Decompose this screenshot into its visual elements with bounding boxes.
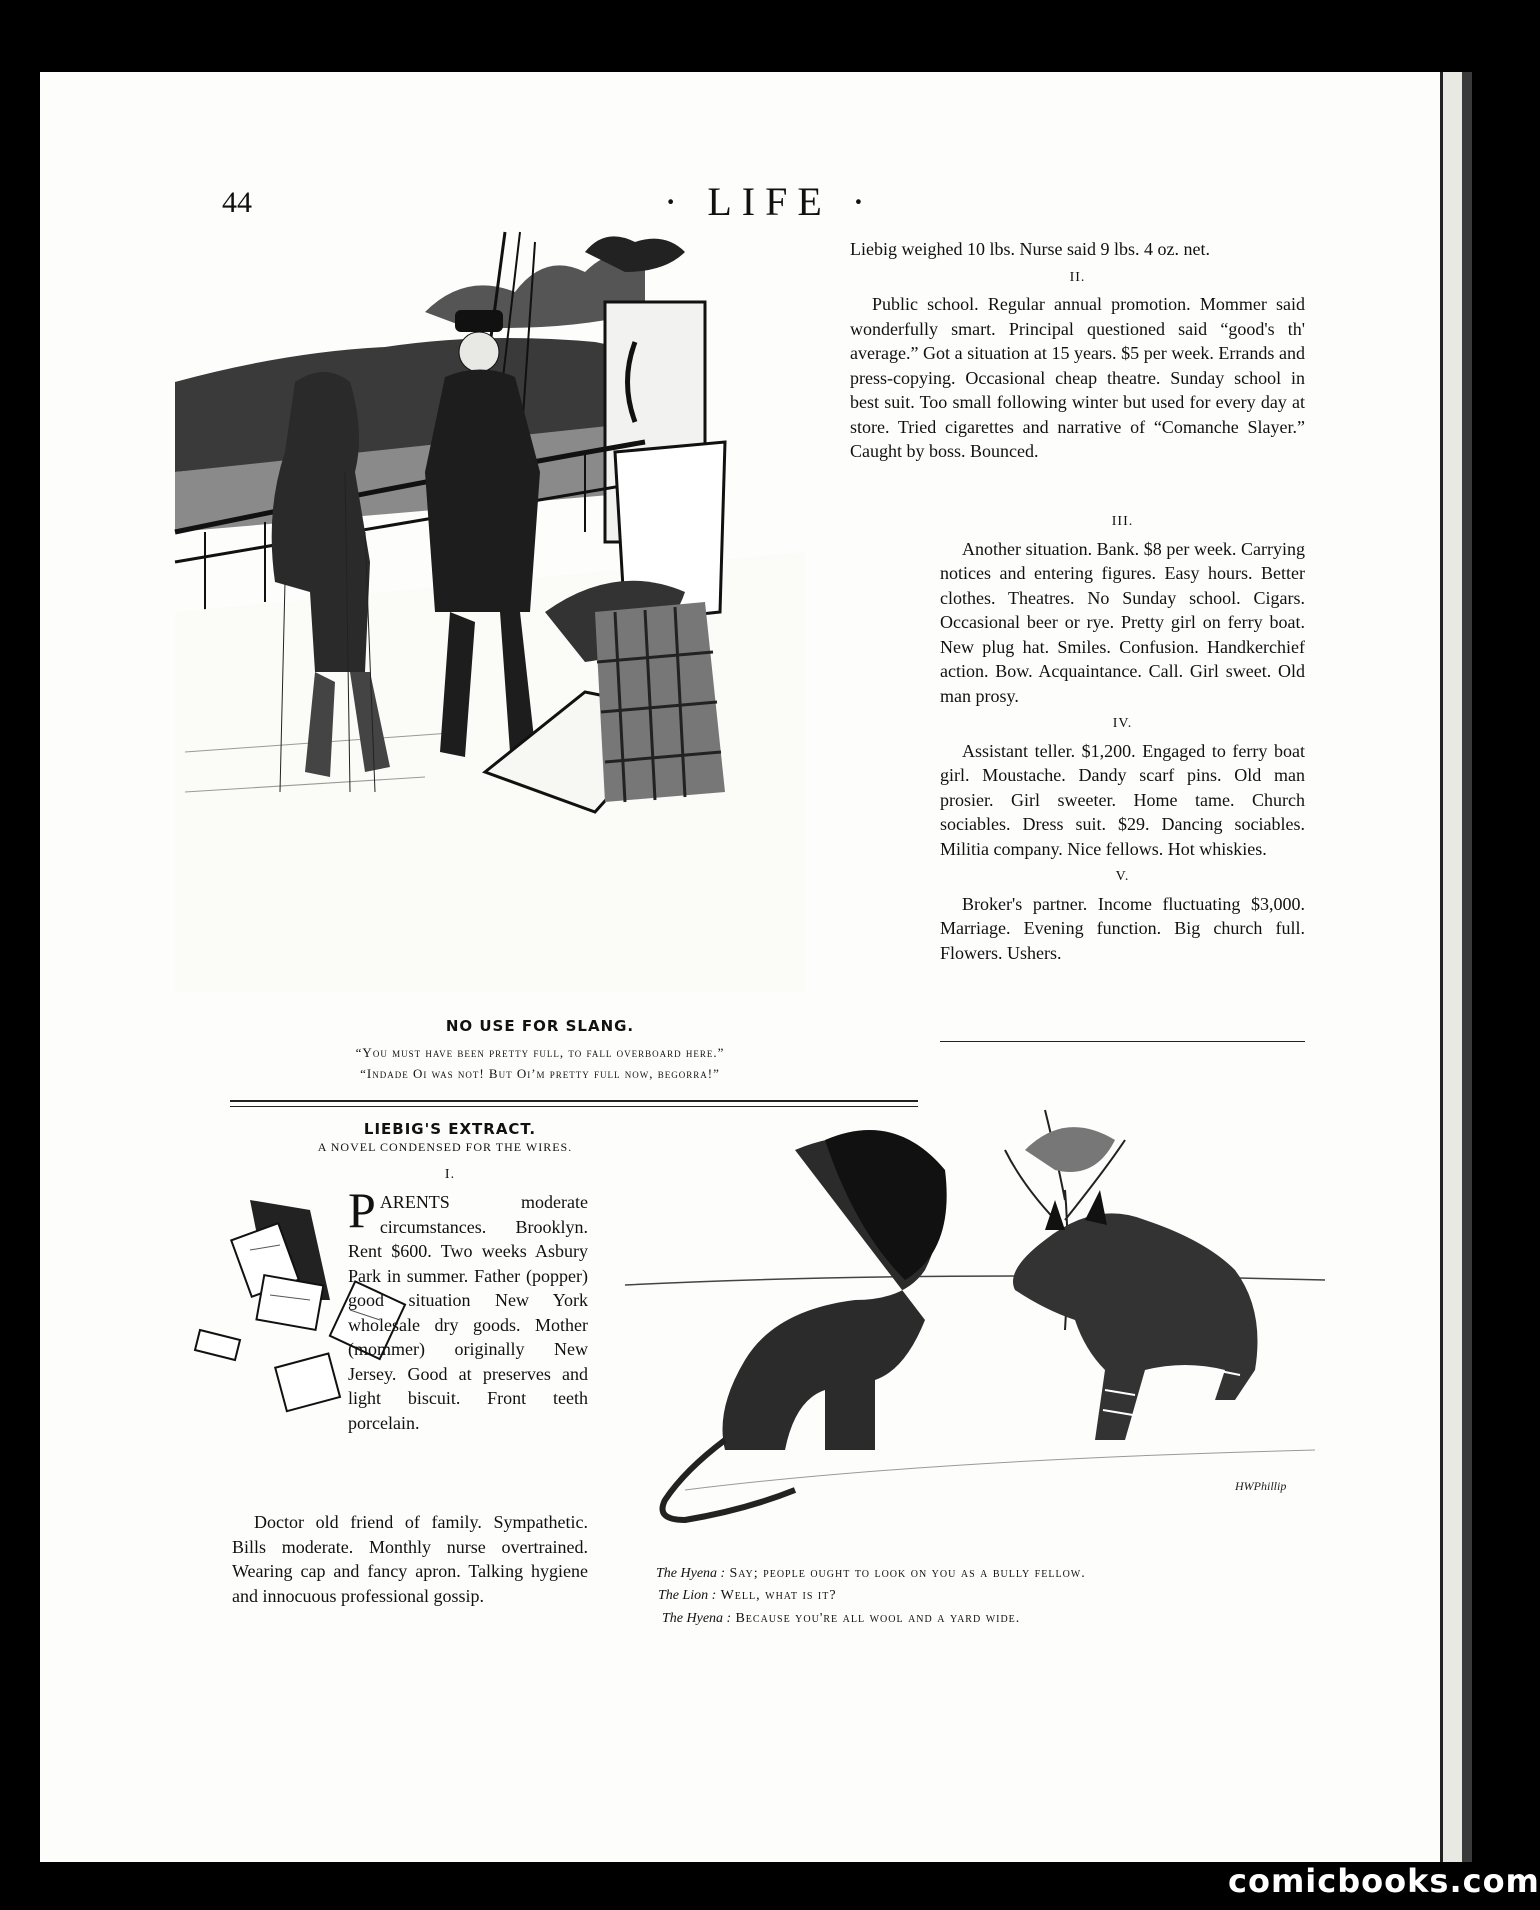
- right-text-column: [850, 237, 1305, 464]
- artist-signature: HWPhillip: [1235, 1479, 1287, 1493]
- story-second-paragraph: [232, 1510, 588, 1608]
- lion-line: Well, what is it?: [720, 1588, 837, 1603]
- watermark: comicbooks.com: [1228, 1862, 1540, 1900]
- chapter-2-text: Public school. Regular annual promotion. Mommer said wonderfully smart. Principal questioned said “good's th' average.” Got a situation at 15 years. $5 per week. Errands and press-copying. Occasional cheap theatre. Sunday school in best suit. Too small following winter but used for every day at store. Tried cigarettes and narrative of “Comanche Slayer.” Caught by boss. Bounced.: [850, 294, 1305, 461]
- right-text-column-lower: [940, 506, 1305, 965]
- chapter-5-text: Broker's partner. Income fluctuating $3,000. Marriage. Evening function. Big church full. Flowers. Ushers.: [940, 893, 1305, 963]
- chapter-numeral-4: IV.: [1112, 716, 1133, 731]
- cartoon-title: NO USE FOR SLANG.: [445, 1017, 635, 1035]
- cartoon2-dialog-line-3: [662, 1610, 1322, 1627]
- cartoon2-dialog-line-1: [656, 1565, 1316, 1582]
- chapter-4-text: Assistant teller. $1,200. Engaged to ferry boat girl. Moustache. Dandy scarf pins. Old man prosier. Girl sweeter. Home tame. Church sociables. Dress suit. $29. Dancing sociables. Militia company. Nice fellows. Hot whiskies.: [940, 740, 1305, 859]
- page-number: 44: [222, 186, 252, 219]
- ship-deck-illustration: [165, 232, 815, 992]
- masthead: · LIFE ·: [664, 179, 876, 224]
- story-first-paragraph: [348, 1182, 588, 1435]
- hyena-line-2: Because you're all wool and a yard wide.: [735, 1611, 1021, 1626]
- story-subtitle: A NOVEL CONDENSED FOR THE WIRES.: [317, 1140, 573, 1154]
- story-title: LIEBIG'S EXTRACT.: [363, 1120, 537, 1138]
- hyena-line-1: Say; people ought to look on you as a bully fellow.: [729, 1566, 1086, 1581]
- chapter-numeral-3: III.: [1111, 514, 1134, 529]
- cartoon-caption-line-2: “Indade Oi was not! But Oi’m pretty full now, begorra!”: [360, 1066, 720, 1081]
- lion-and-hyena-illustration: [625, 1070, 1325, 1540]
- chapter-3-text: Another situation. Bank. $8 per week. Carrying notices and entering figures. Easy hours. Better clothes. Theatres. No Sunday school. Cigars. Occasional beer or rye. Pretty girl on ferry boat. New plug hat. Smiles. Confusion. Handkerchief action. Bow. Acquaintance. Call. Girl sweet. Old man prosy.: [940, 538, 1305, 706]
- column-end-rule: [940, 1041, 1305, 1042]
- speaker-lion: The Lion :: [658, 1588, 717, 1603]
- story-paragraph-2: Doctor old friend of family. Sympathetic. Bills moderate. Monthly nurse overtrained. Wearing cap and fancy apron. Talking hygiene and innocuous professional gossip.: [232, 1512, 588, 1606]
- chapter-numeral-5: V.: [1115, 869, 1130, 884]
- cartoon2-dialog-line-2: [658, 1587, 1318, 1604]
- speaker-hyena-1: The Hyena :: [656, 1566, 726, 1581]
- opening-line: Liebig weighed 10 lbs. Nurse said 9 lbs. 4 oz. net.: [850, 239, 1210, 259]
- drop-cap: P: [348, 1182, 376, 1238]
- speaker-hyena-2: The Hyena :: [662, 1611, 732, 1626]
- binding-shadow: [1462, 72, 1472, 1862]
- chapter-numeral-2: II.: [1069, 269, 1086, 285]
- story-paragraph-1: ARENTS moderate circumstances. Brooklyn. Rent $600. Two weeks Asbury Park in summer. Father (popper) good situation New York wholesale dry goods. Mother (mommer) originally New Jersey. Good at preserves and light biscuit. Front teeth porcelain.: [348, 1192, 588, 1433]
- cartoon-caption-line-1: “You must have been pretty full, to fall overboard here.”: [355, 1045, 725, 1060]
- chapter-numeral-1: I.: [444, 1167, 456, 1182]
